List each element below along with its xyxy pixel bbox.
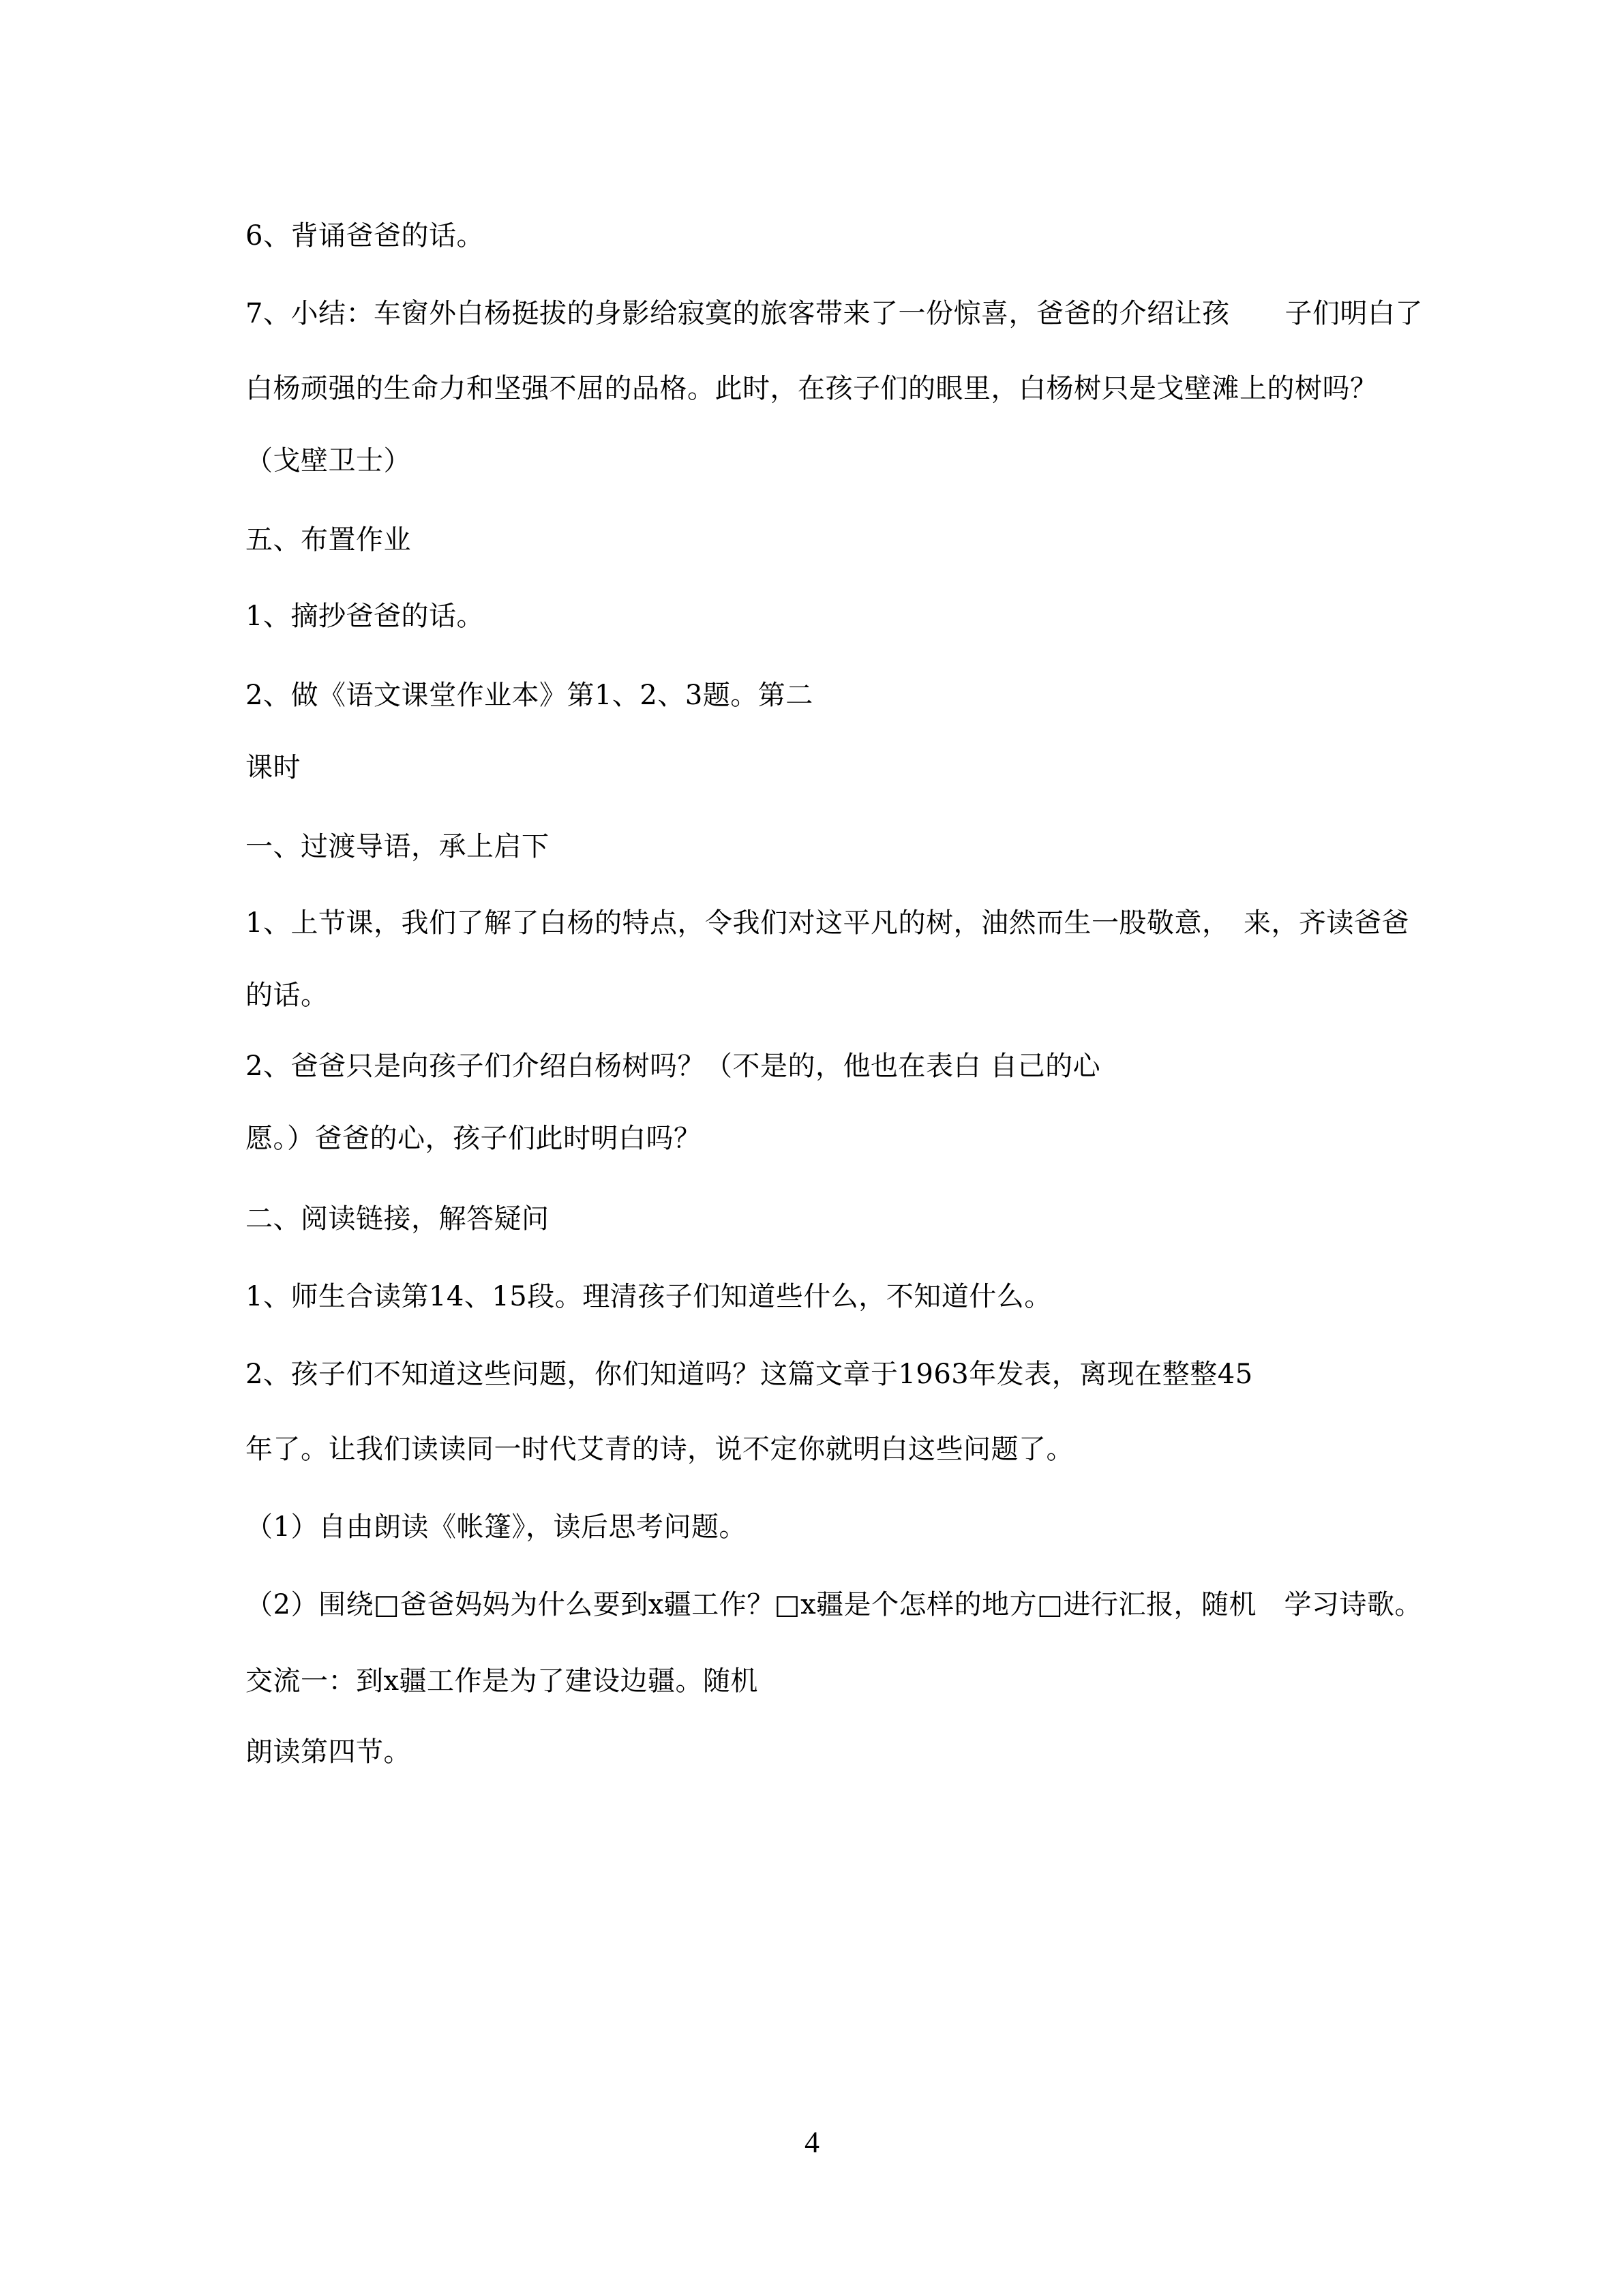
text-line: 白杨顽强的生命力和坚强不屈的品格。此时，在孩子们的眼里，白杨树只是戈壁滩上的树吗？	[245, 373, 1378, 404]
section-heading: 五、布置作业	[245, 524, 411, 556]
section-heading: 二、阅读链接，解答疑问	[245, 1203, 550, 1235]
text-line: 交流一：到x疆工作是为了建设边疆。随机	[245, 1665, 759, 1697]
text-line: （戈壁卫士）	[245, 445, 411, 477]
text-line: 朗读第四节。	[245, 1736, 411, 1768]
text-line: 1、摘抄爸爸的话。	[245, 601, 484, 632]
text-line: 1、师生合读第14、15段。理清孩子们知道些什么，不知道什么。	[245, 1281, 1052, 1312]
text-line: 2、爸爸只是向孩子们介绍白杨树吗？（不是的，他也在表白 自己的心	[245, 1051, 1101, 1082]
text-line: 愿。）爸爸的心，孩子们此时明白吗？	[245, 1123, 702, 1154]
page-number: 4	[805, 2126, 819, 2159]
text-line: （2）围绕□爸爸妈妈为什么要到x疆工作？□x疆是个怎样的地方□进行汇报，随机 学习诗歌。	[245, 1589, 1422, 1620]
text-line: 2、孩子们不知道这些问题，你们知道吗？这篇文章于1963年发表，离现在整整45	[245, 1359, 1253, 1390]
text-line: 课时	[245, 752, 301, 783]
text-line: 年了。让我们读读同一时代艾青的诗，说不定你就明白这些问题了。	[245, 1434, 1074, 1465]
section-heading: 一、过渡导语，承上启下	[245, 831, 550, 862]
text-line: 2、做《语文课堂作业本》第1、2、3题。第二	[245, 680, 813, 711]
text-line: 7、小结：车窗外白杨挺拔的身影给寂寞的旅客带来了一份惊喜，爸爸的介绍让孩 子们明白了	[245, 298, 1423, 329]
text-line: 6、背诵爸爸的话。	[245, 220, 484, 252]
text-line: 1、上节课，我们了解了白杨的特点，令我们对这平凡的树，油然而生一股敬意， 来，齐读爸爸	[245, 907, 1409, 939]
text-line: 的话。	[245, 980, 329, 1011]
text-line: （1）自由朗读《帐篷》，读后思考问题。	[245, 1511, 747, 1543]
